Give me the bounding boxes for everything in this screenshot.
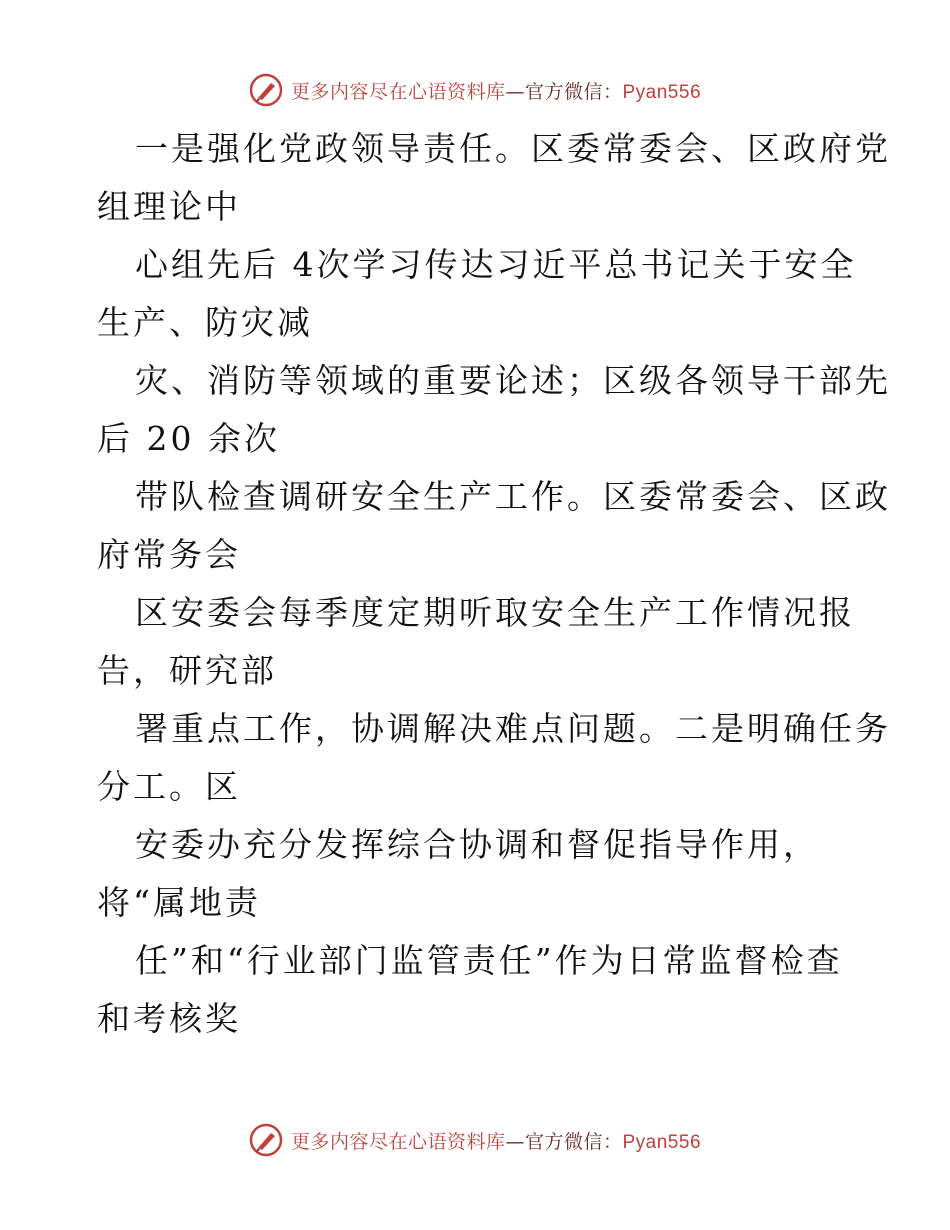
watermark-account: Pyan556 (622, 81, 702, 103)
header-watermark (0, 70, 950, 110)
text-line: 分工。区 (97, 767, 241, 806)
pen-logo-icon (249, 73, 283, 107)
text-line: 将“属地责 (97, 883, 261, 922)
text-line: 生产、防灾减 (97, 303, 313, 342)
watermark-primary: 更多内容尽在心语资料库 (290, 1130, 506, 1153)
pen-logo-icon (249, 1123, 283, 1157)
watermark-dash: — (505, 1130, 525, 1153)
text-line: 一是强化党政领导责任。区委常委会、区政府党 (135, 129, 891, 168)
text-line: 带队检查调研安全生产工作。区委常委会、区政 (135, 477, 891, 516)
text-line: 组理论中 (97, 187, 241, 226)
text-line: 心组先后 4次学习传达习近平总书记关于安全 (135, 245, 857, 284)
watermark-dash: — (505, 80, 525, 103)
watermark-secondary: 官方微信： (524, 80, 623, 103)
watermark-secondary: 官方微信： (524, 1130, 623, 1153)
watermark-account: Pyan556 (622, 1131, 702, 1153)
text-line: 区安委会每季度定期听取安全生产工作情况报 (135, 593, 855, 632)
watermark-text (291, 1127, 701, 1154)
text-line: 灾、消防等领域的重要论述；区级各领导干部先 (135, 361, 891, 400)
text-line: 安委办充分发挥综合协调和督促指导作用， (135, 825, 819, 864)
document-body (97, 120, 891, 1048)
footer-watermark (0, 1120, 950, 1160)
text-line: 告，研究部 (97, 651, 277, 690)
text-line: 和考核奖 (97, 999, 241, 1038)
text-line: 署重点工作，协调解决难点问题。二是明确任务 (135, 709, 891, 748)
text-line: 府常务会 (97, 535, 241, 574)
watermark-text (291, 77, 701, 104)
text-line: 后 20 余次 (97, 419, 280, 458)
watermark-primary: 更多内容尽在心语资料库 (290, 80, 506, 103)
text-line: 任”和“行业部门监管责任”作为日常监督检查 (135, 941, 843, 980)
